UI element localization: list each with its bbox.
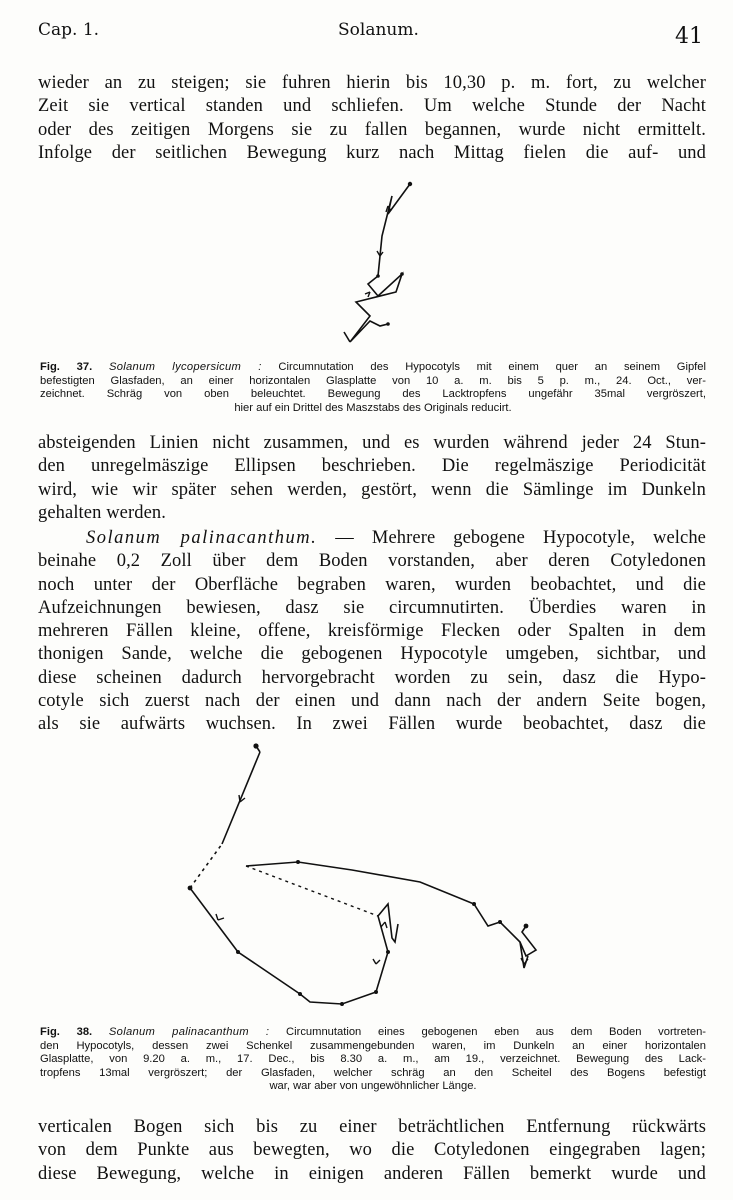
paragraph-1 [38,72,706,165]
text-line: absteigenden Linien nicht zusammen, und es wurden während jeder 24 Stun- [38,433,706,453]
figure-38-caption [40,1026,706,1094]
text-line: wieder an zu steigen; sie fuhren hierin bis 10,30 p. m. fort, zu welcher [38,73,706,93]
figure-37-caption [40,361,706,415]
caption-line: den Hypocotyls, dessen zwei Schenkel zusammengebunden waren, im Dunkeln an einer horizontalen [40,1039,706,1052]
caption-line: war, war aber von ungewöhnlicher Länge. [269,1080,477,1092]
text-line: von dem Punkte aus bewegten, wo die Cotyledonen eingegraben lagen; [38,1140,706,1161]
text-line: Aufzeichnungen bewiesen, dasz sie circumnutirten. Überdies waren in [38,597,706,618]
paragraph-4 [38,1116,706,1186]
paragraph-3 [38,527,706,737]
caption-line: hier auf ein Drittel des Maszstabs des Originals reducirt. [234,401,512,414]
caption-line: befestigten Glasfaden, an einer horizontalen Glasplatte von 10 a. m. bis 5 p. m., 24. Oct., ver- [40,374,706,387]
text-line: beinahe 0,2 Zoll über dem Boden vorstanden, aber deren Cotyledonen [38,551,706,572]
species-name: Solanum palinacanthum. [86,528,318,548]
text-line: oder des zeitigen Morgens sie zu fallen begannen, wurde nicht ermittelt. [38,119,706,140]
figure-species: Solanum palinacanthum : [108,1026,270,1038]
text-line: — Mehrere gebogene Hypocotyle, welche [335,528,706,548]
text-line: noch unter der Oberfläche begraben waren, wurden beobachtet, und die [38,574,706,595]
page-number: 41 [675,24,703,49]
figure-label: Fig. 37. [40,361,93,373]
caption-line: tropfens 13mal vergröszert; der Glasfaden, welcher schräg an den Scheitel des Bogens befestigt [40,1066,706,1079]
caption-line: zeichnet. Schräg von oben beleuchtet. Bewegung des Lacktropfens ungefähr 35mal vergröszert, [40,388,706,400]
section-title: Solanum. [338,20,419,40]
figure-37-trace [330,176,430,356]
chapter-label: Cap. 1. [38,20,100,40]
text-line: als sie aufwärts wuchsen. In zwei Fällen wurde beobachtet, dasz die [38,714,706,735]
text-line: diese scheinen dadurch hervorgebracht worden zu sein, dasz die Hypo- [38,667,706,688]
text-line: verticalen Bogen sich bis zu einer beträchtlichen Entfernung rückwärts [38,1117,706,1137]
text-line: diese Bewegung, welche in einigen anderen Fällen bemerkt wurde und [38,1163,706,1184]
paragraph-2 [38,432,706,525]
text-line: cotyle sich zuerst nach der einen und dann nach der andern Seite bogen, [38,691,706,712]
text-line: gehalten werden. [38,502,166,523]
text-line: Zeit sie vertical standen und schliefen. Um welche Stunde der Nacht [38,96,706,117]
text-line: Infolge der seitlichen Bewegung kurz nach Mittag fielen die auf- und [38,142,706,163]
caption-line: Glasplatte, von 9.20 a. m., 17. Dec., bis 8.30 a. m., am 19., verzeichnet. Bewegung des Lack- [40,1053,706,1065]
text-line: wird, wie wir später sehen werden, gestört, wenn die Sämlinge im Dunkeln [38,479,706,500]
text-line: mehreren Fällen kleine, offene, kreisförmige Flecken oder Spalten in dem [38,621,706,642]
figure-38-trace [180,742,560,1022]
text-line: den unregelmäszige Ellipsen beschrieben. Die regelmäszige Periodicität [38,456,706,477]
caption-text: Circumnutation eines gebogenen eben aus dem Boden vortreten- [286,1026,707,1038]
caption-text: Circumnutation des Hypocotyls mit einem quer an seinem Gipfel [278,361,707,373]
figure-label: Fig. 38. [40,1026,93,1038]
text-line: thonigen Sande, welche die gebogenen Hypocotyle umgeben, sichtbar, und [38,644,706,665]
running-header [38,18,703,48]
figure-species: Solanum lycopersicum : [108,361,262,373]
